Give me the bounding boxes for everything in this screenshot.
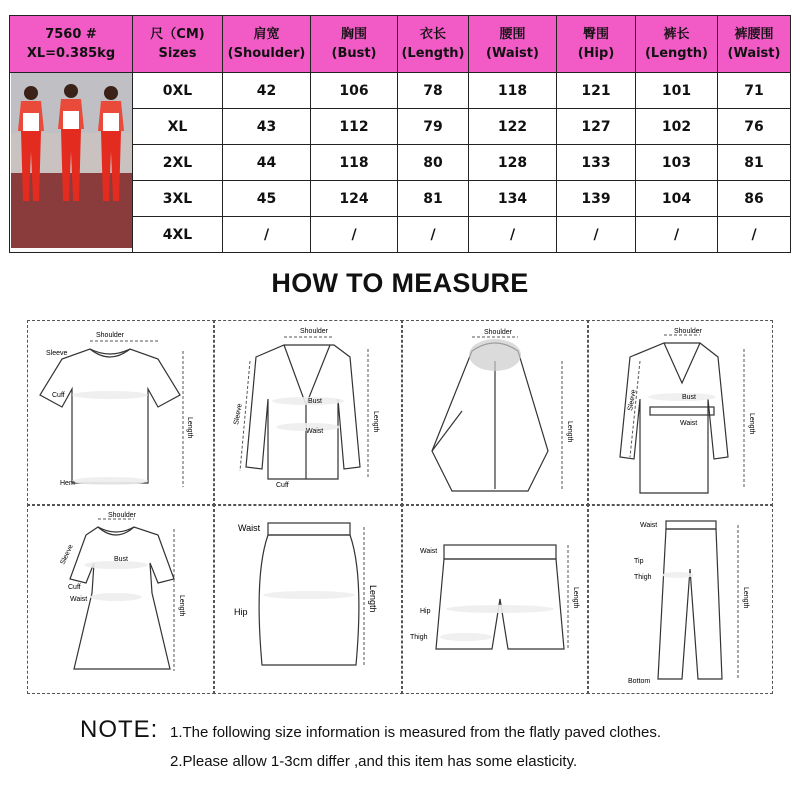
table-cell: /: [469, 217, 557, 253]
length-label: Length: [368, 585, 378, 613]
column-header-cn: 衣长: [419, 27, 446, 42]
column-header-en: (Waist): [486, 46, 539, 61]
table-cell: 133: [557, 145, 636, 181]
size-cell: 4XL: [133, 217, 223, 253]
thigh-label: Thigh: [634, 574, 652, 581]
measure-cell-dress: [27, 504, 215, 694]
shoulder-label: Shoulder: [483, 329, 513, 336]
size-cell: XL: [133, 109, 223, 145]
column-header-cn: 尺（CM): [150, 27, 205, 42]
column-header-en: (Length): [401, 46, 465, 61]
column-header-cn: 肩宽: [253, 27, 280, 42]
column-header: [718, 16, 791, 73]
sleeve-label: Sleeve: [627, 389, 638, 412]
product-photo: [10, 73, 133, 253]
length-label: Length: [186, 417, 193, 439]
measure-cell-cape: [401, 320, 589, 506]
length-label: Length: [566, 421, 573, 443]
table-cell: /: [718, 217, 791, 253]
column-header: [469, 16, 557, 73]
length-label: Length: [572, 587, 579, 609]
waist-label: Waist: [238, 523, 261, 533]
table-cell: 128: [469, 145, 557, 181]
length-label: Length: [748, 413, 755, 435]
cuff-label: Cuff: [276, 482, 289, 489]
table-cell: /: [311, 217, 398, 253]
model-weight: XL=0.385kg: [26, 46, 116, 61]
bust-label: Bust: [308, 398, 323, 405]
waist-label: Waist: [306, 428, 324, 435]
size-cell: 0XL: [133, 73, 223, 109]
length-label: Length: [178, 595, 185, 617]
column-header: [311, 16, 398, 73]
waist-label: Waist: [70, 596, 88, 603]
size-cell: 3XL: [133, 181, 223, 217]
column-header-cn: 胸围: [340, 27, 367, 42]
column-header-cn: 腰围: [499, 27, 526, 42]
shoulder-label: Shoulder: [95, 332, 125, 339]
table-cell: /: [636, 217, 718, 253]
table-cell: 44: [223, 145, 311, 181]
column-header-en: (Hip): [577, 46, 615, 61]
shorts-diagram: [402, 505, 588, 693]
table-cell: 81: [718, 145, 791, 181]
table-cell: 42: [223, 73, 311, 109]
shoulder-label: Shoulder: [107, 512, 137, 519]
skirt-diagram: [214, 505, 402, 693]
table-cell: 127: [557, 109, 636, 145]
length-label: Length: [742, 587, 749, 609]
table-cell: 102: [636, 109, 718, 145]
product-photo-illustration: [11, 73, 132, 248]
table-cell: /: [223, 217, 311, 253]
hip-label: Hip: [420, 608, 431, 615]
table-cell: 78: [398, 73, 469, 109]
thigh-label: Thigh: [410, 634, 428, 641]
column-header: [223, 16, 311, 73]
column-header: [636, 16, 718, 73]
length-label: Length: [372, 411, 379, 433]
measure-cell-pants: [587, 504, 773, 694]
waist-label: Waist: [420, 548, 438, 555]
cuff-label: Cuff: [68, 584, 81, 591]
column-header-en: (Shoulder): [227, 46, 306, 61]
waist-label: Waist: [640, 522, 658, 529]
table-cell: 134: [469, 181, 557, 217]
column-header-en: Sizes: [158, 46, 197, 61]
table-cell: 86: [718, 181, 791, 217]
table-cell: 118: [311, 145, 398, 181]
note-line-2: 2.Please allow 1-3cm differ ,and this item has some elasticity.: [170, 753, 578, 770]
table-cell: 76: [718, 109, 791, 145]
measure-cell-coat: [587, 320, 773, 506]
table-cell: 106: [311, 73, 398, 109]
column-header-cn: 裤腰围: [734, 27, 774, 42]
cuff-label: Cuff: [52, 392, 65, 399]
shoulder-label: Shoulder: [299, 328, 329, 335]
size-cell: 2XL: [133, 145, 223, 181]
sleeve-label: Sleeve: [46, 350, 68, 357]
column-header: [133, 16, 223, 73]
table-row: [10, 73, 791, 109]
shoulder-label: Shoulder: [673, 328, 703, 335]
table-cell: 122: [469, 109, 557, 145]
bust-label: Bust: [114, 556, 129, 563]
model-header-cell: [10, 16, 133, 73]
table-cell: 101: [636, 73, 718, 109]
tshirt-diagram: [28, 321, 214, 505]
table-cell: 80: [398, 145, 469, 181]
measure-cell-tshirt: [27, 320, 215, 506]
table-cell: 139: [557, 181, 636, 217]
column-header: [398, 16, 469, 73]
table-cell: 43: [223, 109, 311, 145]
column-header-cn: 裤长: [663, 27, 690, 42]
sleeve-label: Sleeve: [233, 403, 244, 426]
table-cell: 124: [311, 181, 398, 217]
table-cell: 121: [557, 73, 636, 109]
column-header-cn: 臀围: [582, 27, 609, 42]
table-cell: 45: [223, 181, 311, 217]
table-cell: 112: [311, 109, 398, 145]
cape-diagram: [402, 321, 588, 505]
table-header-row: [10, 16, 791, 73]
table-cell: 79: [398, 109, 469, 145]
table-cell: 118: [469, 73, 557, 109]
tip-label: Tip: [634, 558, 644, 565]
how-to-measure-title: HOW TO MEASURE: [271, 268, 529, 298]
bottom-label: Bottom: [628, 678, 651, 685]
column-header-en: (Length): [644, 46, 708, 61]
measure-cell-blazer: [213, 320, 403, 506]
dress-diagram: [28, 505, 214, 693]
blazer-diagram: [214, 321, 402, 505]
column-header-en: (Waist): [727, 46, 781, 61]
column-header-en: (Bust): [331, 46, 377, 61]
model-number: 7560 #: [45, 27, 97, 42]
column-header: [557, 16, 636, 73]
pants-diagram: [588, 505, 772, 693]
table-cell: 104: [636, 181, 718, 217]
hip-label: Hip: [234, 607, 248, 617]
note-label: NOTE:: [80, 716, 159, 743]
measure-cell-shorts: [401, 504, 589, 694]
table-cell: 71: [718, 73, 791, 109]
table-cell: 81: [398, 181, 469, 217]
hem-label: Hem: [60, 480, 75, 487]
measure-cell-skirt: [213, 504, 403, 694]
bust-label: Bust: [682, 394, 697, 401]
size-chart-table: [9, 15, 791, 253]
sleeve-label: Sleeve: [59, 543, 75, 566]
table-cell: 103: [636, 145, 718, 181]
table-cell: /: [557, 217, 636, 253]
coat-diagram: [588, 321, 772, 505]
waist-label: Waist: [680, 420, 698, 427]
table-cell: /: [398, 217, 469, 253]
note-line-1: 1.The following size information is measured from the flatly paved clothes.: [170, 724, 662, 741]
